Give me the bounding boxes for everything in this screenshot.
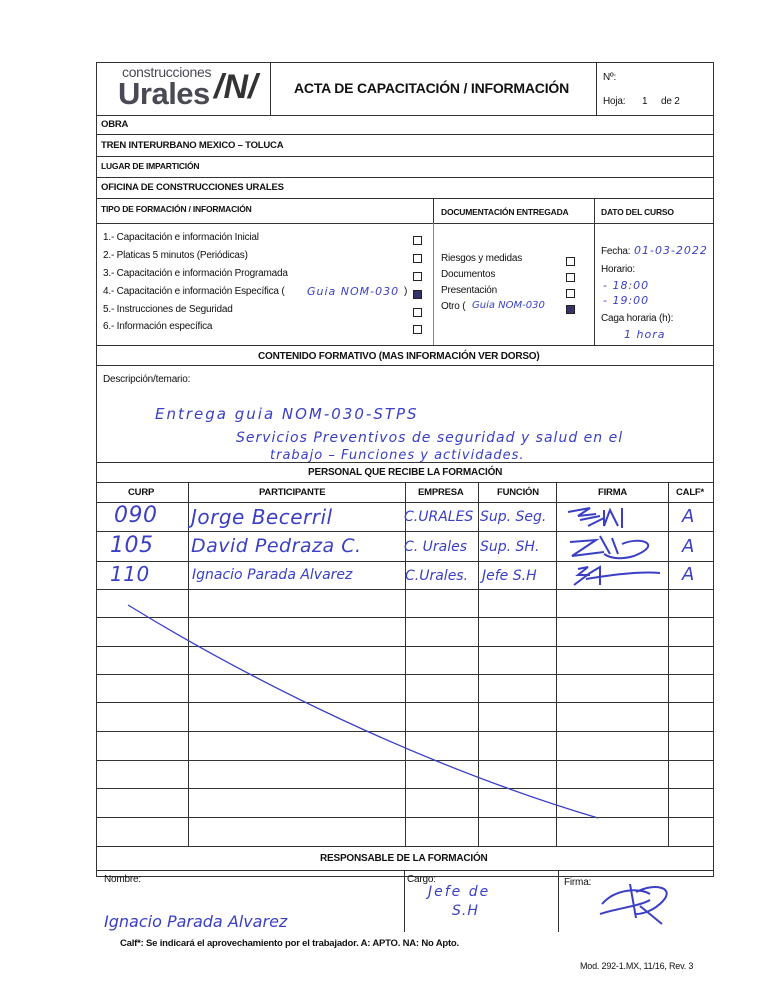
number-label: Nº: — [603, 72, 617, 83]
tipo-4-handwritten: Guia NOM-030 — [307, 285, 400, 298]
col-participante: PARTICIPANTE — [259, 487, 326, 498]
tipo-2-label: 2.- Platicas 5 minutos (Periódicas) — [103, 250, 248, 261]
row1-calf: A — [682, 506, 695, 527]
horario-label: Horario: — [601, 264, 635, 275]
doc-head: DOCUMENTACIÓN ENTREGADA — [441, 207, 569, 217]
row3-curp: 110 — [110, 562, 150, 586]
lugar-value: OFICINA DE CONSTRUCCIONES URALES — [101, 182, 284, 193]
obra-label: OBRA — [101, 119, 129, 130]
fecha-value: 01-03-2022 — [634, 244, 708, 257]
form-title: ACTA DE CAPACITACIÓN / INFORMACIÓN — [294, 80, 569, 96]
doc-1-label: Riesgos y medidas — [441, 253, 523, 264]
doc-4-label: Otro ( — [441, 301, 466, 312]
dato-head: DATO DEL CURSO — [601, 207, 674, 217]
responsable-head: RESPONSABLE DE LA FORMACIÓN — [320, 853, 488, 864]
row2-calf: A — [682, 536, 695, 557]
logo-mark: /N/ — [214, 68, 258, 106]
cargo-line2: S.H — [452, 903, 479, 919]
row2-participante: David Pedraza C. — [191, 535, 362, 557]
nombre-value: Ignacio Parada Alvarez — [104, 912, 288, 931]
desc-line1: Entrega guia NOM-030-STPS — [155, 405, 419, 423]
row2-empresa: C. Urales — [404, 539, 468, 555]
col-funcion: FUNCIÓN — [497, 487, 539, 498]
cargo-line1: Jefe de — [428, 884, 491, 900]
page-label: Hoja: — [603, 96, 626, 107]
row3-participante: Ignacio Parada Alvarez — [192, 567, 353, 583]
hora-inicio: - 18:00 — [603, 279, 650, 292]
row1-empresa: C.URALES — [404, 509, 474, 525]
carga-label: Caga horaria (h): — [601, 313, 674, 324]
page-value: 1 — [642, 96, 648, 107]
obra-value: TREN INTERURBANO MEXICO – TOLUCA — [101, 140, 284, 151]
tipo-head: TIPO DE FORMACIÓN / INFORMACIÓN — [101, 204, 252, 214]
tipo-5-label: 5.- Instrucciones de Seguridad — [103, 304, 233, 315]
row3-funcion: Jefe S.H — [482, 568, 537, 584]
tipo-4-label: 4.- Capacitación e información Específica ( — [103, 286, 285, 297]
nombre-label: Nombre: — [104, 874, 141, 885]
hora-fin: - 19:00 — [603, 294, 650, 307]
col-calf: CALF* — [676, 487, 705, 498]
form-mod: Mod. 292-1.MX, 11/16, Rev. 3 — [580, 961, 694, 971]
doc-3-label: Presentación — [441, 285, 497, 296]
lugar-label: LUGAR DE IMPARTICIÓN — [101, 161, 200, 171]
tipo-3-label: 3.- Capacitación e información Programada — [103, 268, 288, 279]
doc-2-label: Documentos — [441, 269, 496, 280]
responsable-signature — [596, 878, 686, 926]
footnote: Calf*: Se indicará el aprovechamiento por el trabajador. A: APTO. NA: No Apto. — [120, 938, 459, 949]
row2-funcion: Sup. SH. — [480, 539, 540, 555]
row1-curp: 090 — [114, 503, 158, 528]
tipo-6-label: 6.- Información específica — [103, 321, 213, 332]
desc-line2: Servicios Preventivos de seguridad y salud en el — [236, 430, 624, 446]
row1-funcion: Sup. Seg. — [480, 509, 547, 525]
personal-head: PERSONAL QUE RECIBE LA FORMACIÓN — [308, 467, 503, 478]
cargo-label: Cargo: — [407, 874, 436, 885]
fecha-label: Fecha: — [601, 246, 631, 257]
logo-line1: construcciones — [122, 64, 212, 80]
col-firma: FIRMA — [598, 487, 628, 498]
desc-label: Descripción/temario: — [103, 374, 191, 385]
tipo-4-close: ) — [404, 286, 408, 297]
row1-participante: Jorge Becerril — [191, 505, 333, 529]
desc-line3: trabajo – Funciones y actividades. — [270, 448, 525, 463]
carga-value: 1 hora — [624, 328, 666, 341]
contenido-head: CONTENIDO FORMATIVO (MAS INFORMACIÓN VER DORSO) — [258, 351, 540, 362]
col-empresa: EMPRESA — [418, 487, 464, 498]
doc-4-handwritten: Guia NOM-030 — [472, 300, 545, 311]
row3-empresa: C.Urales. — [405, 568, 469, 584]
firma-label: Firma: — [564, 877, 592, 888]
row3-calf: A — [682, 564, 695, 585]
col-curp: CURP — [128, 487, 155, 498]
page-of: de 2 — [661, 96, 680, 107]
tipo-1-label: 1.- Capacitación e información Inicial — [103, 232, 259, 243]
logo-line2: Urales — [118, 76, 210, 111]
row2-curp: 105 — [110, 533, 154, 558]
